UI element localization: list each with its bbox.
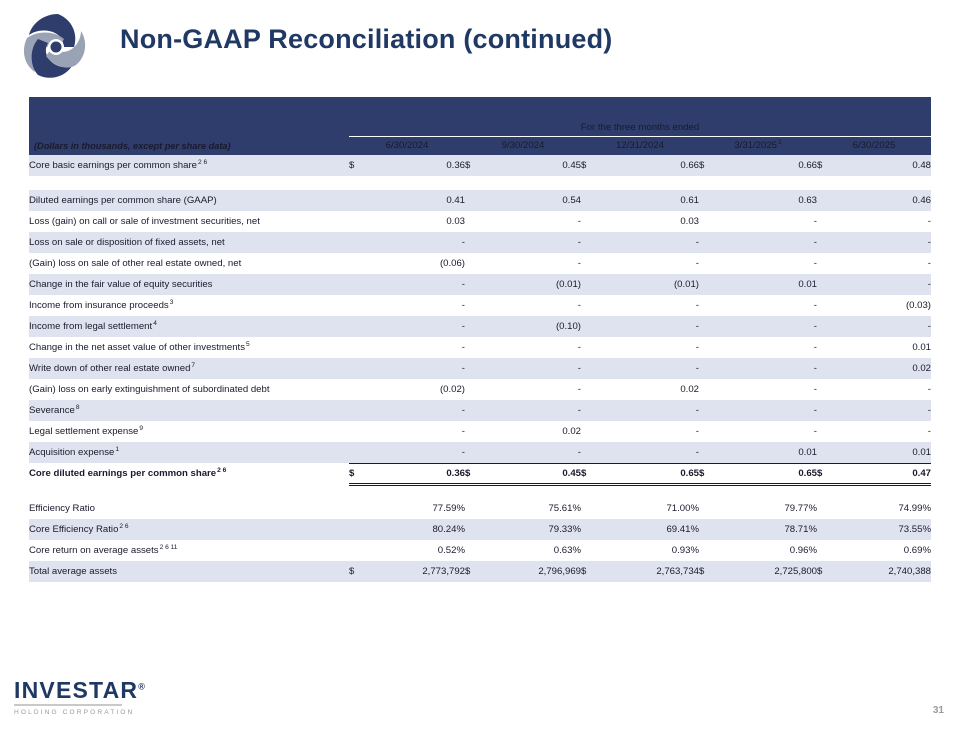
row-footnote-marker: 1	[115, 445, 120, 453]
row-label: Efficiency Ratio	[29, 498, 349, 519]
currency-symbol-cell	[349, 540, 367, 561]
row-value: 0.02	[599, 379, 699, 400]
row-footnote-marker: 5	[246, 340, 250, 348]
row-value: 0.01	[835, 442, 931, 463]
currency-symbol-cell	[465, 337, 483, 358]
table-row	[29, 561, 931, 582]
currency-symbol-cell	[817, 379, 835, 400]
currency-symbol-cell	[465, 232, 483, 253]
row-value: -	[599, 358, 699, 379]
table-header-band	[29, 97, 931, 119]
table-row	[29, 519, 931, 540]
currency-symbol-cell	[465, 379, 483, 400]
currency-symbol-cell	[699, 316, 717, 337]
row-value: 0.65	[717, 463, 817, 484]
row-value: -	[717, 358, 817, 379]
footer-divider	[14, 704, 122, 706]
row-value: -	[367, 358, 465, 379]
row-value: 77.59%	[367, 498, 465, 519]
currency-symbol-cell	[581, 519, 599, 540]
currency-symbol-cell	[465, 295, 483, 316]
table-row	[29, 232, 931, 253]
currency-symbol-cell	[581, 295, 599, 316]
row-value: -	[717, 295, 817, 316]
currency-symbol-cell	[349, 337, 367, 358]
row-label: (Gain) loss on early extinguishment of subordinated debt	[29, 379, 349, 400]
currency-symbol-cell: $	[465, 463, 483, 484]
currency-symbol-cell	[699, 190, 717, 211]
table-spacer-row	[29, 176, 931, 190]
row-footnote-marker: 7	[191, 361, 196, 369]
row-value: -	[717, 337, 817, 358]
table-group-header-row	[29, 119, 931, 136]
currency-symbol-cell	[465, 190, 483, 211]
currency-symbol-cell	[699, 253, 717, 274]
row-label: (Gain) loss on sale of other real estate owned, net	[29, 253, 349, 274]
row-value: -	[367, 400, 465, 421]
row-value: -	[599, 316, 699, 337]
currency-symbol-cell	[699, 400, 717, 421]
row-label: Total average assets	[29, 561, 349, 582]
row-value: 0.66	[717, 155, 817, 176]
currency-symbol-cell	[465, 253, 483, 274]
table-body	[29, 155, 931, 582]
currency-symbol-cell: $	[817, 561, 835, 582]
currency-symbol-cell	[581, 421, 599, 442]
currency-symbol-cell	[349, 442, 367, 463]
table-row	[29, 379, 931, 400]
row-value: -	[483, 295, 581, 316]
row-value: -	[835, 421, 931, 442]
currency-symbol-cell: $	[581, 155, 599, 176]
row-label: Change in the net asset value of other investments$^5$	[29, 337, 349, 358]
currency-symbol-cell	[817, 253, 835, 274]
currency-symbol-cell	[817, 442, 835, 463]
currency-symbol-cell	[699, 358, 717, 379]
currency-symbol-cell	[817, 421, 835, 442]
row-value: 0.47	[835, 463, 931, 484]
row-footnote-marker: 2 6	[119, 522, 129, 530]
row-value: -	[835, 379, 931, 400]
row-value: 79.33%	[483, 519, 581, 540]
row-value: -	[835, 316, 931, 337]
currency-symbol-cell	[465, 421, 483, 442]
currency-symbol-cell	[699, 519, 717, 540]
row-value: -	[599, 253, 699, 274]
currency-symbol-cell: $	[699, 155, 717, 176]
row-footnote-marker: 4	[153, 319, 157, 327]
row-value: -	[717, 211, 817, 232]
row-value: -	[835, 400, 931, 421]
row-value: 2,740,388	[835, 561, 931, 582]
row-value: -	[483, 337, 581, 358]
table-row	[29, 316, 931, 337]
currency-symbol-cell	[349, 211, 367, 232]
table-row	[29, 540, 931, 561]
currency-symbol-cell: $	[349, 155, 367, 176]
table-row	[29, 253, 931, 274]
row-label: Acquisition expense$^1$	[29, 442, 349, 463]
currency-symbol-cell	[349, 295, 367, 316]
table-row	[29, 442, 931, 463]
row-value: 0.96%	[717, 540, 817, 561]
row-value: -	[367, 337, 465, 358]
row-value: 0.02	[835, 358, 931, 379]
currency-symbol-cell	[581, 316, 599, 337]
currency-symbol-cell	[817, 337, 835, 358]
row-value: 2,763,734	[599, 561, 699, 582]
currency-symbol-cell: $	[349, 561, 367, 582]
slide-header	[0, 0, 960, 92]
currency-symbol-cell	[699, 337, 717, 358]
row-value: -	[599, 400, 699, 421]
footer-logo	[14, 679, 214, 716]
row-value: 0.36	[367, 463, 465, 484]
currency-symbol-cell	[581, 190, 599, 211]
currency-symbol-cell: $	[699, 463, 717, 484]
row-value: -	[835, 211, 931, 232]
row-value: -	[483, 379, 581, 400]
row-value: 79.77%	[717, 498, 817, 519]
column-header-0: 6/30/2024	[349, 136, 465, 155]
currency-symbol-cell	[581, 358, 599, 379]
currency-symbol-cell	[465, 519, 483, 540]
row-value: 0.52%	[367, 540, 465, 561]
currency-symbol-cell	[817, 498, 835, 519]
row-value: -	[717, 232, 817, 253]
row-value: -	[367, 232, 465, 253]
row-value: -	[367, 295, 465, 316]
row-footnote-marker: 2 6	[197, 158, 208, 166]
row-value: -	[717, 400, 817, 421]
table-row	[29, 498, 931, 519]
currency-symbol-cell	[465, 316, 483, 337]
currency-symbol-cell	[465, 540, 483, 561]
row-label: Change in the fair value of equity securities	[29, 274, 349, 295]
column-header-3: 3/31/2025$^1$	[699, 136, 817, 155]
footer-brand-name: INVESTAR®	[14, 677, 147, 703]
currency-symbol-cell	[581, 274, 599, 295]
currency-symbol-cell: $	[817, 155, 835, 176]
row-value: 0.41	[367, 190, 465, 211]
row-value: 0.02	[483, 421, 581, 442]
row-value: 73.55%	[835, 519, 931, 540]
row-label: Income from insurance proceeds$^3$	[29, 295, 349, 316]
table-row	[29, 400, 931, 421]
currency-symbol-cell	[699, 540, 717, 561]
row-label: Core return on average assets$^{2 6 11}$	[29, 540, 349, 561]
currency-symbol-cell	[581, 400, 599, 421]
row-value: -	[717, 253, 817, 274]
row-label: Write down of other real estate owned$^7$	[29, 358, 349, 379]
row-value: -	[599, 232, 699, 253]
row-label: Core diluted earnings per common share$^{2 6}$	[29, 463, 349, 484]
column-header-2: 12/31/2024	[581, 136, 699, 155]
currency-symbol-cell	[817, 400, 835, 421]
currency-symbol-cell	[699, 421, 717, 442]
row-footnote-marker: 2 6	[217, 466, 227, 474]
currency-symbol-cell	[349, 253, 367, 274]
currency-symbol-cell	[349, 421, 367, 442]
row-value: 0.01	[717, 442, 817, 463]
currency-symbol-cell	[349, 274, 367, 295]
row-label: Income from legal settlement$^4$	[29, 316, 349, 337]
row-value: 0.36	[367, 155, 465, 176]
row-value: 0.63%	[483, 540, 581, 561]
currency-symbol-cell	[817, 358, 835, 379]
currency-symbol-cell	[817, 316, 835, 337]
currency-symbol-cell	[465, 498, 483, 519]
row-label: Severance$^8$	[29, 400, 349, 421]
row-value: -	[483, 253, 581, 274]
currency-symbol-cell: $	[349, 463, 367, 484]
currency-symbol-cell	[349, 316, 367, 337]
row-value: -	[483, 232, 581, 253]
row-value: 80.24%	[367, 519, 465, 540]
currency-symbol-cell	[581, 253, 599, 274]
row-value: -	[599, 442, 699, 463]
row-value: 2,725,800	[717, 561, 817, 582]
row-value: -	[367, 442, 465, 463]
currency-symbol-cell	[465, 274, 483, 295]
currency-symbol-cell	[817, 232, 835, 253]
currency-symbol-cell	[465, 358, 483, 379]
row-value: 0.48	[835, 155, 931, 176]
footer-brand-subtitle: HOLDING CORPORATION	[14, 709, 135, 716]
row-value: -	[367, 274, 465, 295]
currency-symbol-cell	[581, 540, 599, 561]
row-value: -	[717, 316, 817, 337]
row-value: 71.00%	[599, 498, 699, 519]
row-value: -	[367, 316, 465, 337]
column-header-label: (Dollars in thousands, except per share data)	[29, 136, 349, 155]
currency-symbol-cell: $	[581, 463, 599, 484]
spacer-cell	[29, 484, 931, 498]
currency-symbol-cell	[581, 498, 599, 519]
table-row	[29, 337, 931, 358]
table-row	[29, 358, 931, 379]
row-value: -	[599, 337, 699, 358]
row-value: 0.03	[367, 211, 465, 232]
row-value: (0.01)	[599, 274, 699, 295]
table-row	[29, 274, 931, 295]
row-value: 2,773,792	[367, 561, 465, 582]
currency-symbol-cell	[349, 498, 367, 519]
row-value: -	[599, 421, 699, 442]
row-value: 2,796,969	[483, 561, 581, 582]
row-value: -	[835, 274, 931, 295]
row-label: Loss (gain) on call or sale of investment securities, net	[29, 211, 349, 232]
column-header-1: 9/30/2024	[465, 136, 581, 155]
column-header-4: 6/30/2025	[817, 136, 931, 155]
currency-symbol-cell	[581, 337, 599, 358]
row-value: -	[717, 421, 817, 442]
row-label: Core Efficiency Ratio$^{2 6}$	[29, 519, 349, 540]
currency-symbol-cell	[699, 498, 717, 519]
row-value: (0.01)	[483, 274, 581, 295]
row-value: -	[835, 253, 931, 274]
row-value: 0.46	[835, 190, 931, 211]
currency-symbol-cell	[581, 379, 599, 400]
currency-symbol-cell	[581, 211, 599, 232]
row-footnote-marker: 9	[139, 424, 144, 432]
row-value: -	[483, 442, 581, 463]
currency-symbol-cell	[817, 540, 835, 561]
currency-symbol-cell	[699, 232, 717, 253]
currency-symbol-cell: $	[465, 561, 483, 582]
row-value: -	[599, 295, 699, 316]
row-value: 0.54	[483, 190, 581, 211]
currency-symbol-cell	[817, 295, 835, 316]
currency-symbol-cell	[817, 211, 835, 232]
currency-symbol-cell	[699, 379, 717, 400]
row-value: 0.01	[835, 337, 931, 358]
currency-symbol-cell: $	[581, 561, 599, 582]
currency-symbol-cell	[817, 190, 835, 211]
row-footnote-marker: 2 6 11	[159, 543, 178, 551]
financial-table	[29, 97, 931, 582]
table-column-header-row	[29, 136, 931, 155]
row-footnote-marker: 8	[75, 403, 80, 411]
currency-symbol-cell	[349, 358, 367, 379]
group-header-label: For the three months ended	[349, 119, 931, 136]
row-value: 0.45	[483, 463, 581, 484]
row-value: 78.71%	[717, 519, 817, 540]
row-value: 0.93%	[599, 540, 699, 561]
row-value: (0.10)	[483, 316, 581, 337]
page-number: 31	[932, 705, 944, 716]
table-row	[29, 295, 931, 316]
investar-pinwheel-logo-icon	[16, 8, 98, 80]
row-value: -	[483, 400, 581, 421]
spacer-cell	[29, 176, 931, 190]
currency-symbol-cell: $	[465, 155, 483, 176]
currency-symbol-cell	[465, 442, 483, 463]
table-row	[29, 190, 931, 211]
currency-symbol-cell: $	[817, 463, 835, 484]
row-value: -	[367, 421, 465, 442]
row-value: (0.02)	[367, 379, 465, 400]
row-value: -	[717, 379, 817, 400]
row-value: 0.61	[599, 190, 699, 211]
row-label: Loss on sale or disposition of fixed assets, net	[29, 232, 349, 253]
currency-symbol-cell	[699, 295, 717, 316]
row-value: 0.01	[717, 274, 817, 295]
currency-symbol-cell	[349, 519, 367, 540]
row-value: (0.03)	[835, 295, 931, 316]
currency-symbol-cell	[349, 400, 367, 421]
row-value: -	[483, 211, 581, 232]
page-title: Non-GAAP Reconciliation (continued)	[120, 24, 613, 54]
row-value: 0.45	[483, 155, 581, 176]
row-value: 75.61%	[483, 498, 581, 519]
table-row	[29, 463, 931, 484]
row-value: 0.66	[599, 155, 699, 176]
currency-symbol-cell	[349, 379, 367, 400]
row-value: 0.69%	[835, 540, 931, 561]
currency-symbol-cell	[699, 442, 717, 463]
table-row	[29, 421, 931, 442]
row-label: Legal settlement expense$^9$	[29, 421, 349, 442]
row-value: -	[483, 358, 581, 379]
row-label: Diluted earnings per common share (GAAP)	[29, 190, 349, 211]
currency-symbol-cell	[699, 274, 717, 295]
row-value: 0.65	[599, 463, 699, 484]
row-value: -	[835, 232, 931, 253]
row-label: Core basic earnings per common share$^{2 6}$	[29, 155, 349, 176]
currency-symbol-cell: $	[699, 561, 717, 582]
row-value: 0.03	[599, 211, 699, 232]
currency-symbol-cell	[349, 190, 367, 211]
table-row	[29, 211, 931, 232]
table-spacer-row	[29, 484, 931, 498]
row-footnote-marker: 3	[169, 298, 174, 306]
currency-symbol-cell	[581, 232, 599, 253]
currency-symbol-cell	[817, 519, 835, 540]
row-value: 69.41%	[599, 519, 699, 540]
row-value: 0.63	[717, 190, 817, 211]
currency-symbol-cell	[699, 211, 717, 232]
currency-symbol-cell	[465, 211, 483, 232]
table-row	[29, 155, 931, 176]
currency-symbol-cell	[349, 232, 367, 253]
non-gaap-reconciliation-table	[29, 97, 931, 582]
row-value: (0.06)	[367, 253, 465, 274]
currency-symbol-cell	[817, 274, 835, 295]
currency-symbol-cell	[465, 400, 483, 421]
currency-symbol-cell	[581, 442, 599, 463]
row-value: 74.99%	[835, 498, 931, 519]
